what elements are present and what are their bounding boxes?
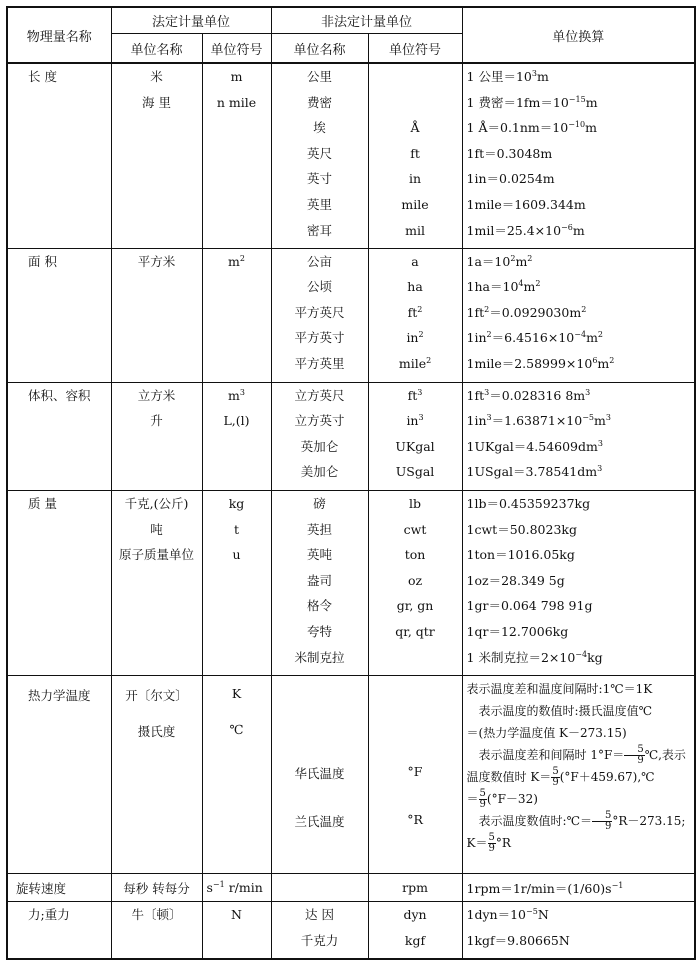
nonlegal-unit-symbols — [368, 382, 462, 490]
nonlegal-unit-names — [271, 902, 368, 959]
nonlegal-unit-names-item: 米制克拉 — [294, 649, 345, 665]
fraction-5-9: $\frac{5}{9}$ — [624, 745, 644, 766]
thermo-conv-3d: (°F＋459.67),℃ — [559, 770, 655, 785]
nonlegal-unit-symbols-item — [373, 64, 458, 90]
conversions-item: 1kgf＝9.80665N — [466, 932, 570, 948]
header-legal-unit-symbol: 单位符号 — [202, 34, 271, 64]
legal-unit-symbol: $s^{-1}$ r/min — [206, 880, 263, 896]
nonlegal-unit-symbols-item: mile — [401, 196, 429, 212]
nonlegal-unit-symbols-item: Å — [410, 120, 420, 136]
nonlegal-unit-symbols-item: in — [408, 171, 422, 187]
conversions-item: 1 公里$=10^3m$ — [466, 69, 549, 84]
group-mass — [7, 491, 695, 676]
legal-unit-names-item: 原子质量单位 — [118, 547, 194, 563]
nonlegal-unit-names — [271, 63, 368, 248]
nonlegal-unit-symbols-item: $ft^3$ — [407, 387, 423, 403]
legal-unit-symbols — [202, 491, 271, 676]
conversions-item: 1lb＝0.45359237kg — [466, 496, 591, 512]
nonlegal-unit-symbols-item: a — [411, 253, 419, 269]
fraction-5-9: $\frac{5}{9}$ — [488, 832, 495, 855]
conversions-item: $1a=10^2m^2$ — [466, 253, 533, 269]
nonlegal-unit-names-item: 英里 — [307, 196, 333, 212]
conversions-item: $1USgal=3.78541dm^3$ — [466, 464, 603, 480]
conversions-item: $1ft^2=0.0929030m^2$ — [466, 304, 587, 320]
thermo-conv-3c: 温度数值时 K＝ — [466, 770, 552, 785]
header-quantity: 物理量名称 — [7, 7, 111, 63]
nonlegal-unit-symbols — [368, 902, 462, 959]
conversions — [462, 676, 695, 874]
conversions — [462, 902, 695, 959]
conversions-item: $1dyn=10^{-5}N$ — [466, 907, 549, 923]
legal-unit-symbols-item: n mile — [216, 94, 257, 110]
header-legal-unit-name: 单位名称 — [111, 34, 202, 64]
nonlegal-unit-names-item: 盎司 — [307, 572, 333, 588]
nonlegal-unit-symbols-item: °F — [407, 764, 423, 780]
nonlegal-unit-symbols — [368, 248, 462, 382]
nonlegal-unit-names-item: 英吨 — [307, 547, 333, 563]
quantity-name — [7, 874, 111, 902]
conversions-item: $1mile=2.58999\times 10^6m^2$ — [466, 356, 615, 372]
nonlegal-unit-names — [271, 491, 368, 676]
nonlegal-unit-names-item: 平方英尺 — [294, 304, 345, 320]
nonlegal-unit-symbol: rpm — [402, 880, 428, 896]
quantity-name — [7, 491, 111, 676]
nonlegal-unit-names-item: 立方英尺 — [294, 387, 345, 403]
nonlegal-unit-symbols-item — [373, 90, 458, 116]
thermo-conv-1: 表示温度差和温度间隔时:1℃＝1K — [466, 682, 653, 697]
nonlegal-unit-symbols-item: mile$^2$ — [398, 356, 432, 372]
legal-unit-names-item: 海 里 — [142, 94, 171, 110]
nonlegal-unit-symbols-item: oz — [407, 572, 423, 588]
header-nonlegal-unit-name: 单位名称 — [271, 34, 368, 64]
thermo-conv-4c: K＝ — [466, 836, 488, 851]
legal-unit-name: 每秒 转每分 — [123, 880, 190, 896]
conversions-item: $1ha=10^4m^2$ — [466, 279, 541, 295]
group-force — [7, 902, 695, 959]
legal-unit-symbols — [202, 676, 271, 874]
legal-unit-names — [111, 676, 202, 874]
nonlegal-unit-names-item: 英加仑 — [300, 438, 339, 454]
conversion: $1rpm=1r/\min=(1/60)s^{-1}$ — [466, 880, 624, 896]
header-nonlegal-unit-symbol: 单位符号 — [368, 34, 462, 64]
conversions-item: 1gr＝0.064 798 91g — [466, 598, 593, 614]
thermo-conv-3b: ℃,表示 — [644, 748, 686, 763]
header-nonlegal-units: 非法定计量单位 — [271, 7, 462, 34]
nonlegal-unit-symbols-item: ton — [404, 547, 426, 563]
nonlegal-unit-names-item: 埃 — [313, 120, 326, 136]
nonlegal-unit-symbols-item: lb — [409, 496, 422, 512]
thermo-conv-3e: ＝ — [466, 792, 479, 807]
nonlegal-unit-symbols-item: ha — [407, 279, 423, 295]
nonlegal-unit-names-item: 华氏温度 — [294, 766, 345, 782]
legal-unit-names-item: 千克,(公斤) — [124, 496, 189, 512]
nonlegal-unit-symbols-item: qr, qtr — [395, 624, 435, 640]
nonlegal-unit-names — [271, 676, 368, 874]
legal-unit-names — [111, 491, 202, 676]
conversions — [462, 874, 695, 902]
nonlegal-unit-names-item: 兰氏温度 — [294, 814, 345, 830]
nonlegal-unit-symbols-item: USgal — [395, 464, 435, 480]
legal-unit-names-item: 开〔尔文〕 — [125, 688, 188, 704]
legal-unit-symbols-item: kg — [228, 496, 245, 512]
quantity-name — [7, 676, 111, 874]
nonlegal-unit-symbols-item: $in^3$ — [406, 413, 424, 429]
nonlegal-unit-names — [271, 382, 368, 490]
conversions-item: 1in＝0.0254m — [466, 171, 555, 187]
conversions-item: 1 费密$=1fm=10^{-15}m$ — [466, 94, 598, 110]
quantity-label: 旋转速度 — [16, 880, 67, 896]
legal-unit-symbols-item: $m^2$ — [228, 253, 245, 269]
nonlegal-unit-names-item: 磅 — [313, 496, 326, 512]
thermo-conv-4b: °R－273.15; — [612, 814, 686, 829]
legal-unit-symbols — [202, 902, 271, 959]
nonlegal-unit-symbols-item: gr, gn — [396, 598, 434, 614]
group-volume — [7, 382, 695, 490]
conversions-item: $1in^2=6.4516\times 10^{-4}m^2$ — [466, 330, 604, 346]
quantity-label: 力;重力 — [28, 907, 70, 923]
nonlegal-unit-symbols-item: $in^2$ — [406, 330, 424, 346]
nonlegal-unit-names — [271, 248, 368, 382]
thermo-conv-4d: °R — [495, 836, 511, 851]
quantity-name — [7, 63, 111, 248]
thermo-conv-3a: 表示温度差和间隔时 1°F＝ — [478, 748, 625, 763]
conversions — [462, 248, 695, 382]
conversions-item: $1UKgal=4.54609dm^3$ — [466, 438, 603, 454]
legal-unit-names-item: 吨 — [150, 521, 163, 537]
nonlegal-unit-symbols-item: kgf — [404, 932, 426, 948]
nonlegal-unit-names-item: 公顷 — [307, 279, 333, 295]
legal-unit-names-item: 米 — [150, 69, 163, 84]
nonlegal-unit-symbols-item: ft — [410, 145, 420, 161]
conversions-item: $1mil=25.4\times 10^{-6}m$ — [466, 222, 585, 238]
legal-unit-names — [111, 382, 202, 490]
conversions-item: 1qr＝12.7006kg — [466, 624, 569, 640]
nonlegal-unit-names-item: 公里 — [307, 69, 333, 84]
legal-unit-names-item: 平方米 — [137, 253, 176, 269]
legal-unit-symbols — [202, 382, 271, 490]
header-legal-units: 法定计量单位 — [111, 7, 271, 34]
conversions-item: $1ft^3=0.028316$ $8m^3$ — [466, 387, 591, 403]
nonlegal-unit-symbols-item: °R — [407, 812, 423, 828]
nonlegal-unit-symbols-item: dyn — [403, 907, 427, 923]
nonlegal-unit-names-item: 公亩 — [307, 253, 333, 269]
nonlegal-unit-symbols-item: mil — [405, 222, 425, 238]
conversions-item: $1in^3=1.63871\times 10^{-5}m^3$ — [466, 413, 611, 429]
group-thermo — [7, 676, 695, 874]
conversions-item: 1 米制克拉$=2\times 10^{-4}kg$ — [466, 649, 603, 665]
legal-unit-names — [111, 248, 202, 382]
nonlegal-unit-names-item: 英尺 — [307, 145, 333, 161]
nonlegal-unit-symbols — [368, 63, 462, 248]
legal-unit-symbols — [202, 874, 271, 902]
legal-unit-names-item: 牛〔顿〕 — [131, 907, 182, 923]
thermo-conv-2a: 表示温度的数值时:摄氏温度值℃ — [478, 704, 652, 719]
nonlegal-unit-names-item: 英寸 — [307, 171, 333, 187]
legal-unit-symbols-item: m — [230, 69, 243, 84]
legal-unit-names-item: 升 — [150, 413, 163, 429]
nonlegal-unit-names-item: 平方英里 — [294, 356, 345, 372]
header-conversion: 单位换算 — [462, 7, 695, 63]
quantity-name — [7, 382, 111, 490]
legal-unit-symbols-item: t — [233, 521, 240, 537]
quantity-label: 质 量 — [28, 496, 57, 512]
quantity-label: 热力学温度 — [28, 688, 91, 704]
fraction-5-9: $\frac{5}{9}$ — [552, 766, 559, 789]
fraction-5-9: $\frac{5}{9}$ — [592, 811, 612, 832]
legal-unit-symbols-item: $m^3$ — [228, 387, 245, 403]
nonlegal-unit-symbols-item: cwt — [403, 521, 427, 537]
nonlegal-unit-symbols-item: UKgal — [395, 438, 435, 454]
conversions — [462, 382, 695, 490]
conversions — [462, 491, 695, 676]
conversions-item: 1ton＝1016.05kg — [466, 547, 575, 563]
conversions-item: 1oz＝28.349 5g — [466, 572, 565, 588]
nonlegal-unit-symbols — [368, 874, 462, 902]
conversions-item: 1cwt＝50.8023kg — [466, 521, 577, 537]
legal-unit-names — [111, 874, 202, 902]
legal-unit-symbols-item: L,(l) — [223, 413, 250, 429]
legal-unit-symbols — [202, 248, 271, 382]
fraction-5-9: $\frac{5}{9}$ — [479, 788, 486, 811]
nonlegal-unit-names-item: 千克力 — [300, 932, 339, 948]
thermo-conv-3f: (°F－32) — [486, 792, 538, 807]
conversions-item: 1ft＝0.3048m — [466, 145, 553, 161]
legal-unit-symbols-item: N — [231, 907, 242, 923]
nonlegal-unit-names-item: 英担 — [307, 521, 333, 537]
quantity-name — [7, 902, 111, 959]
group-rotation — [7, 874, 695, 902]
nonlegal-unit-names-item: 夸特 — [307, 624, 333, 640]
group-area — [7, 248, 695, 382]
quantity-name — [7, 248, 111, 382]
nonlegal-unit-names-item: 平方英寸 — [294, 330, 345, 346]
nonlegal-unit-names-item: 立方英寸 — [294, 413, 345, 429]
thermo-conv-4a: 表示温度数值时:℃＝ — [478, 814, 592, 829]
conversions-item: 1 $Å=0.1nm=10^{-10}m$ — [466, 120, 597, 136]
nonlegal-unit-symbols-item — [373, 645, 458, 671]
unit-conversion-table — [6, 6, 696, 960]
legal-unit-symbols-item: K — [231, 686, 242, 702]
legal-unit-names-item: 摄氏度 — [137, 724, 176, 740]
nonlegal-unit-symbols — [368, 491, 462, 676]
legal-unit-symbols-item: ℃ — [229, 722, 244, 738]
nonlegal-unit-names-item: 费密 — [307, 94, 333, 110]
conversions — [462, 63, 695, 248]
conversions-item: 1mile＝1609.344m — [466, 196, 586, 212]
nonlegal-unit-names-item: 美加仑 — [300, 464, 339, 480]
quantity-label: 面 积 — [28, 253, 57, 269]
nonlegal-unit-symbols — [368, 676, 462, 874]
quantity-label: 体积、容积 — [28, 387, 91, 403]
legal-unit-symbols — [202, 63, 271, 248]
legal-unit-names — [111, 63, 202, 248]
quantity-label: 长 度 — [28, 69, 57, 84]
group-length — [7, 63, 695, 248]
legal-unit-symbols-item: u — [232, 547, 241, 563]
legal-unit-names-item: 立方米 — [137, 387, 176, 403]
thermo-conv-2b: ＝(热力学温度值 K－273.15) — [466, 726, 627, 741]
nonlegal-unit-names — [271, 874, 368, 902]
nonlegal-unit-symbols-item: $ft^2$ — [407, 304, 423, 320]
nonlegal-unit-names-item: 密耳 — [307, 222, 333, 238]
nonlegal-unit-names-item: 达 因 — [305, 907, 334, 923]
legal-unit-names — [111, 902, 202, 959]
nonlegal-unit-names-item: 格令 — [307, 598, 333, 614]
